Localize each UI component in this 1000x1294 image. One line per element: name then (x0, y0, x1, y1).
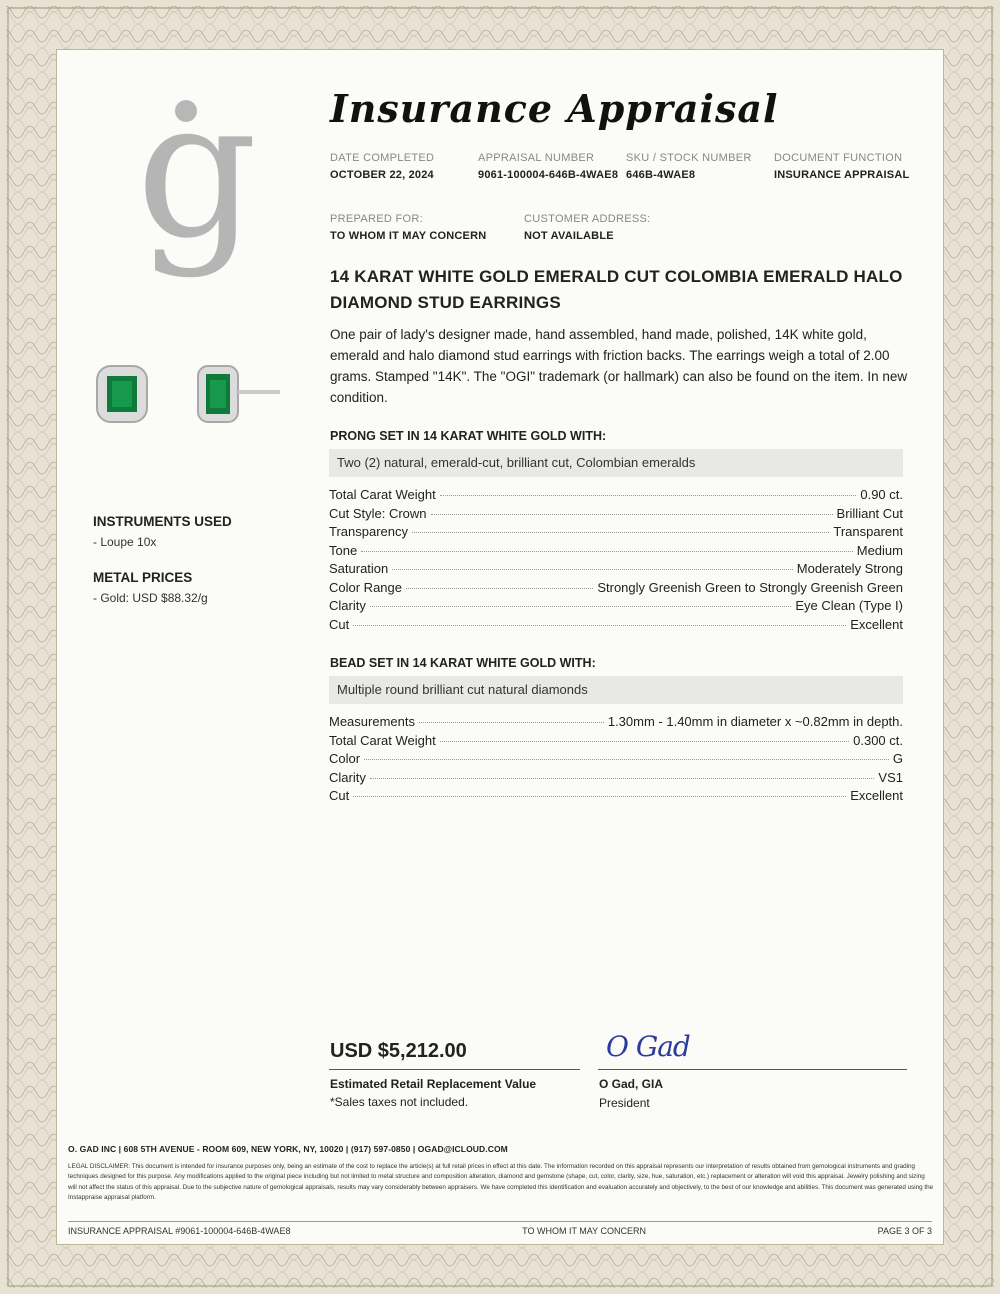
spec-key: Total Carat Weight (329, 487, 436, 502)
meta-date (330, 152, 434, 181)
company-info: O. GAD INC | 608 5TH AVENUE - ROOM 609, NEW YORK, NY, 10020 | (917) 597-0850 | OGAD@ICLOUD.COM (68, 1144, 508, 1154)
footer-divider (68, 1221, 932, 1222)
address-value: NOT AVAILABLE (524, 230, 614, 242)
bead-band (329, 676, 903, 704)
spec-row (329, 524, 903, 543)
spec-value: Brilliant Cut (836, 505, 903, 521)
spec-row (329, 561, 903, 580)
spec-key: Color (329, 751, 361, 766)
spec-row (329, 770, 903, 789)
item-description: One pair of lady's designer made, hand assembled, hand made, polished, 14K white gold, emerald and halo diamond stud earrings with friction backs. The earrings weigh a total of 2.00 grams. Stamped "14K". The "OGI" trademark (or hallmark) can also be found on the item. In new condition. (330, 327, 908, 405)
spec-value: Strongly Greenish Green to Strongly Greenish Green (597, 579, 903, 595)
value-note: *Sales taxes not included. (330, 1095, 469, 1109)
spec-key: Tone (329, 542, 358, 558)
value-divider (329, 1069, 580, 1070)
spec-value: VS1 (878, 769, 903, 785)
prong-band (329, 449, 903, 477)
instruments-section (93, 514, 232, 549)
replacement-value: USD $5,212.00 (330, 1040, 467, 1062)
spec-row (329, 580, 903, 599)
prong-spec-list (329, 487, 903, 635)
metal-prices-heading: METAL PRICES (93, 570, 193, 585)
prepared-label: PREPARED FOR: (330, 213, 423, 225)
footer-recipient: TO WHOM IT MAY CONCERN (522, 1226, 646, 1236)
spec-value: Excellent (850, 616, 903, 632)
footer-page-number: PAGE 3 OF 3 (877, 1226, 932, 1236)
spec-value: G (892, 751, 903, 766)
customer-address (524, 213, 651, 242)
spec-row (329, 598, 903, 617)
spec-value: Transparent (833, 524, 903, 539)
legal-disclaimer: LEGAL DISCLAIMER: This document is intended for insurance purposes only, being an estimate of the cost to replace the article(s) at full retail prices in effect at this date. The information recorded on this appraisal represents our interpretation of results obtained from gemological instruments and grading techniques designed for this purpose. Any modifications applied to the original piece including but not limited to metal structure and composition alteration, diamond and gemstone (shape, cut, color, clarity, size, hue, saturation, etc.) replacement or alteration will void this appraisal. Jewelry polishing and sizing will not affect the status of this appraisal. Due to the subjective nature of gemological appraisals, results may vary considerably between appraisers. We have completed this identification and evaluation accurately and objectively, to the best of our knowledge and abilities. This document was generated using the Instappraise appraisal platform. (68, 1163, 934, 1201)
earrings-photo (88, 358, 280, 430)
bead-spec-list (329, 714, 903, 807)
spec-row (329, 487, 903, 506)
meta-label: DATE COMPLETED (330, 152, 435, 164)
signer-name: O Gad, GIA (599, 1077, 664, 1091)
spec-value: 0.300 ct. (853, 732, 903, 748)
value-label: Estimated Retail Replacement Value (330, 1077, 537, 1091)
metal-prices-section (93, 570, 208, 605)
meta-label: APPRAISAL NUMBER (478, 152, 595, 164)
spec-value: Medium (856, 542, 903, 558)
spec-row (329, 506, 903, 525)
address-label: CUSTOMER ADDRESS: (524, 213, 651, 225)
spec-key: Transparency (329, 524, 408, 539)
spec-key: Total Carat Weight (329, 732, 436, 748)
spec-key: Cut (329, 616, 350, 632)
spec-row (329, 733, 903, 752)
metal-prices-value: - Gold: USD $88.32/g (93, 591, 208, 605)
bead-band-text: Multiple round brilliant cut natural diamonds (337, 682, 588, 697)
spec-value: 0.90 ct. (860, 487, 903, 502)
spec-key: Cut Style: Crown (329, 505, 427, 521)
instruments-heading: INSTRUMENTS USED (93, 514, 232, 529)
item-title: 14 KARAT WHITE GOLD EMERALD CUT COLOMBIA EMERALD HALO DIAMOND STUD EARRINGS (330, 267, 903, 312)
footer-bar (68, 1226, 932, 1236)
spec-key: Clarity (329, 769, 366, 785)
prepared-for (330, 213, 486, 242)
spec-value: 1.30mm - 1.40mm in diameter x ~0.82mm in depth. (607, 714, 903, 729)
meta-sku (626, 152, 752, 181)
spec-key: Saturation (329, 561, 389, 576)
signature: O Gad (606, 1030, 690, 1063)
meta-label: DOCUMENT FUNCTION (774, 152, 903, 164)
spec-row (329, 714, 903, 733)
spec-value: Excellent (850, 788, 903, 803)
spec-row (329, 543, 903, 562)
meta-appraisal-number (478, 152, 618, 181)
meta-function (774, 152, 909, 181)
document-title: Insurance Appraisal (330, 86, 779, 131)
spec-row (329, 788, 903, 807)
meta-value: 646B-4WAE8 (626, 169, 696, 181)
signature-line (598, 1069, 907, 1070)
meta-value: INSURANCE APPRAISAL (774, 169, 910, 181)
spec-row (329, 751, 903, 770)
prepared-value: TO WHOM IT MAY CONCERN (330, 230, 487, 242)
signer-title: President (599, 1096, 650, 1110)
prong-band-text: Two (2) natural, emerald-cut, brilliant cut, Colombian emeralds (337, 455, 696, 470)
instruments-value: - Loupe 10x (93, 535, 157, 549)
meta-label: SKU / STOCK NUMBER (626, 152, 752, 164)
spec-value: Moderately Strong (796, 561, 903, 576)
spec-key: Cut (329, 788, 350, 803)
bead-heading: BEAD SET IN 14 KARAT WHITE GOLD WITH: (330, 656, 596, 670)
spec-value: Eye Clean (Type I) (795, 598, 903, 613)
spec-key: Color Range (329, 579, 402, 595)
spec-key: Clarity (329, 598, 366, 613)
spec-row (329, 617, 903, 636)
spec-key: Measurements (329, 714, 415, 729)
meta-value: 9061-100004-646B-4WAE8 (478, 169, 619, 181)
brand-logo: g (136, 59, 258, 280)
footer-appraisal-ref: INSURANCE APPRAISAL #9061-100004-646B-4WAE8 (68, 1226, 291, 1236)
prong-heading: PRONG SET IN 14 KARAT WHITE GOLD WITH: (330, 429, 607, 443)
meta-value: OCTOBER 22, 2024 (330, 169, 434, 181)
